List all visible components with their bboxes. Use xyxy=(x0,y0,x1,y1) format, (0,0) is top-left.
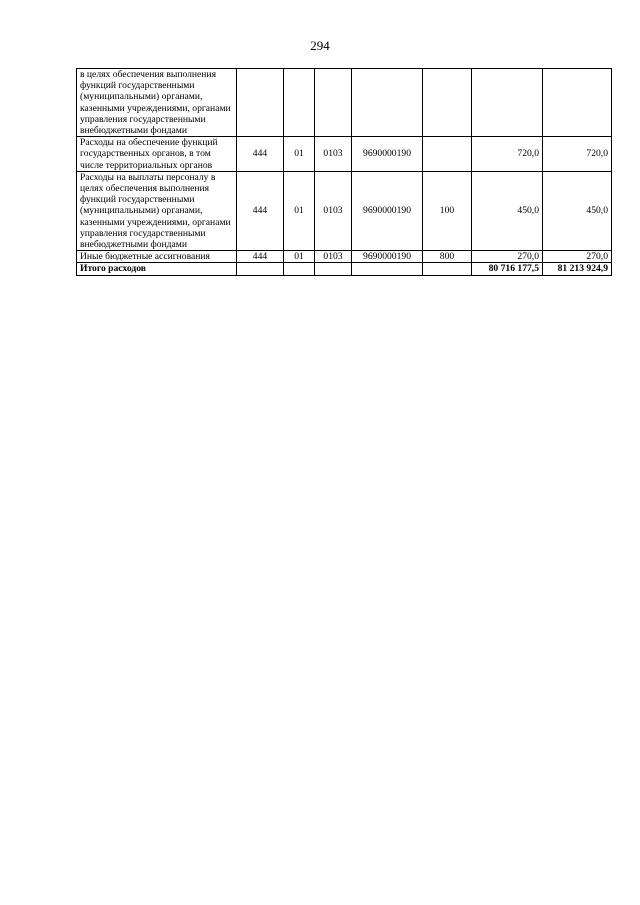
table-row xyxy=(77,69,612,137)
amount-year2-cell xyxy=(543,69,612,137)
target-article-cell: 9690000190 xyxy=(352,251,423,263)
admin-code-cell: 444 xyxy=(237,171,284,250)
amount-year2-cell: 450,0 xyxy=(543,171,612,250)
table-row xyxy=(77,137,612,172)
section-cell: 01 xyxy=(284,171,315,250)
admin-code-cell xyxy=(237,69,284,137)
amount-year2-cell: 270,0 xyxy=(543,251,612,263)
row-description: Иные бюджетные ассигнования xyxy=(77,251,237,263)
total-row xyxy=(77,263,612,275)
subsection-cell xyxy=(315,69,352,137)
target-article-cell: 9690000190 xyxy=(352,171,423,250)
expense-type-cell xyxy=(423,69,472,137)
amount-year1-cell: 270,0 xyxy=(472,251,543,263)
section-cell: 01 xyxy=(284,137,315,172)
subsection-cell: 0103 xyxy=(315,137,352,172)
section-cell: 01 xyxy=(284,251,315,263)
subsection-cell: 0103 xyxy=(315,251,352,263)
table-row xyxy=(77,251,612,263)
row-description: в целях обеспечения выполнения функций государственными (муниципальными) органами, казенными учреждениями, органами управления государственными внебюджетными фондами xyxy=(77,69,237,137)
row-description: Расходы на обеспечение функций государственных органов, в том числе территориальных органов xyxy=(77,137,237,172)
empty-cell xyxy=(423,263,472,275)
target-article-cell xyxy=(352,69,423,137)
empty-cell xyxy=(284,263,315,275)
page-number: 294 xyxy=(310,38,330,53)
admin-code-cell: 444 xyxy=(237,251,284,263)
amount-year1-cell: 720,0 xyxy=(472,137,543,172)
subsection-cell: 0103 xyxy=(315,171,352,250)
empty-cell xyxy=(237,263,284,275)
empty-cell xyxy=(315,263,352,275)
expenditure-table xyxy=(76,68,612,276)
total-amount-year1: 80 716 177,5 xyxy=(472,263,543,275)
target-article-cell: 9690000190 xyxy=(352,137,423,172)
amount-year1-cell: 450,0 xyxy=(472,171,543,250)
total-label: Итого расходов xyxy=(77,263,237,275)
expense-type-cell xyxy=(423,137,472,172)
table-row xyxy=(77,171,612,250)
expense-type-cell: 100 xyxy=(423,171,472,250)
expense-type-cell: 800 xyxy=(423,251,472,263)
section-cell xyxy=(284,69,315,137)
row-description: Расходы на выплаты персоналу в целях обеспечения выполнения функций государственными (муниципальными) органами, казенными учреждениями, органами управления государственными внебюджетными фондами xyxy=(77,171,237,250)
amount-year2-cell: 720,0 xyxy=(543,137,612,172)
empty-cell xyxy=(352,263,423,275)
amount-year1-cell xyxy=(472,69,543,137)
admin-code-cell: 444 xyxy=(237,137,284,172)
total-amount-year2: 81 213 924,9 xyxy=(543,263,612,275)
